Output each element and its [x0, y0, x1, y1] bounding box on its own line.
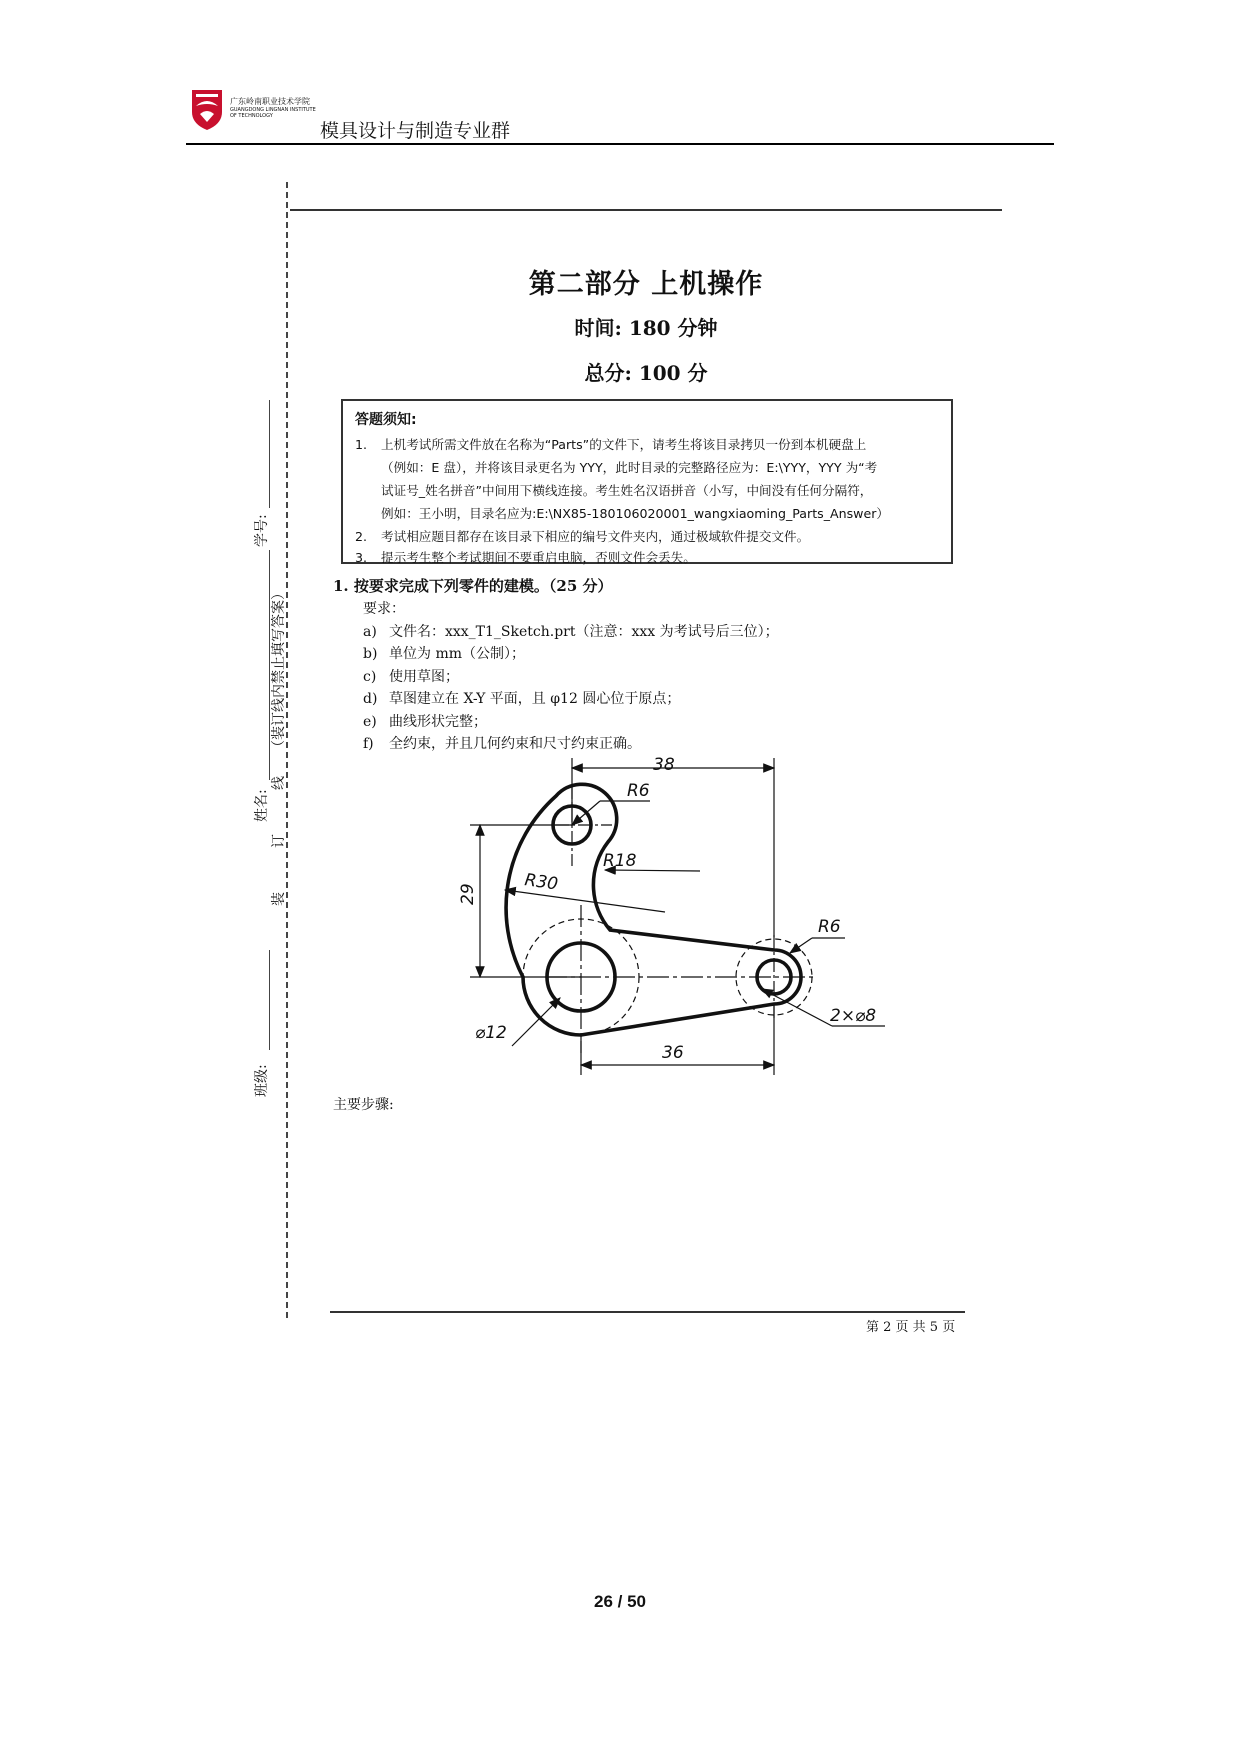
student-no-label: 学号:	[254, 514, 270, 547]
requirement-item: d) 草图建立在 X-Y 平面，且 φ12 圆心位于原点；	[363, 691, 681, 707]
class-label: 班级:	[254, 1064, 270, 1097]
school-name-en: GUANGDONG LINGNAN INSTITUTE OF TECHNOLOGY	[230, 107, 316, 119]
part-title: 第二部分 上机操作	[528, 269, 764, 300]
requirement-item: f) 全约束，并且几何约束和尺寸约束正确。	[363, 736, 641, 752]
requirement-item: c) 使用草图；	[363, 669, 459, 685]
leader-r6-right	[790, 938, 812, 953]
steps-label: 主要步骤:	[333, 1097, 394, 1113]
requirement-item: a) 文件名：xxx_T1_Sketch.prt（注意：xxx 为考试号后三位）；	[363, 624, 779, 640]
part-outline	[506, 784, 801, 1035]
dim-text-36: 36	[662, 1043, 684, 1063]
exam-bottom-rule	[330, 1311, 965, 1313]
binding-note: （装订线内禁止填写答案）	[271, 586, 287, 754]
dim-text-r6-right: R6	[818, 917, 841, 937]
exam-score: 总分: 100 分	[584, 361, 708, 385]
dim-text-r18: R18	[603, 851, 637, 871]
question-title: 1. 按要求完成下列零件的建模。（25 分）	[333, 577, 613, 595]
notice-line: 试证号_姓名拼音”中间用下横线连接。考生姓名汉语拼音（小写，中间没有任何分隔符，	[381, 483, 873, 498]
exam-time: 时间: 180 分钟	[574, 316, 718, 340]
dim-text-r30: R30	[523, 870, 560, 895]
notice-line: 3. 提示考生整个考试期间不要重启电脑，否则文件会丢失。	[355, 550, 696, 565]
school-name-cn: 广东岭南职业技术学院	[230, 97, 310, 106]
page-of-total: 第 2 页 共 5 页	[866, 1320, 956, 1335]
notice-title: 答题须知:	[355, 412, 417, 428]
dim-text-d12: ⌀12	[475, 1023, 507, 1043]
requirements-label: 要求：	[363, 601, 405, 617]
leader-d12	[512, 998, 560, 1046]
binding-ding: 订	[271, 834, 287, 848]
dim-text-2x8: 2×⌀8	[830, 1006, 877, 1026]
requirement-item: e) 曲线形状完整；	[363, 714, 487, 730]
name-label: 姓名:	[254, 789, 270, 822]
dim-text-38: 38	[653, 755, 675, 775]
dim-text-29: 29	[458, 883, 478, 905]
document-pager: 26 / 50	[594, 1592, 646, 1611]
dim-text-r6-top: R6	[627, 781, 650, 801]
binding-zhuang: 装	[271, 892, 287, 906]
binding-xian: 线	[271, 776, 287, 790]
group-title: 模具设计与制造专业群	[320, 120, 511, 142]
requirement-item: b) 单位为 mm（公制）；	[363, 646, 526, 662]
notice-line: 例如：王小明，目录名应为:E:\NX85-180106020001_wangxiaoming_Parts_Answer）	[381, 506, 889, 521]
notice-line: 2. 考试相应题目都存在该目录下相应的编号文件夹内，通过极域软件提交文件。	[355, 529, 810, 544]
notice-line: （例如：E 盘），并将该目录更名为 YYY，此时目录的完整路径应为：E:\YYY，YYY 为“考	[381, 460, 878, 475]
leader-r30	[505, 890, 665, 912]
notice-line: 1. 上机考试所需文件放在名称为“Parts”的文件下，请考生将该目录拷贝一份到本机硬盘上	[355, 437, 867, 452]
